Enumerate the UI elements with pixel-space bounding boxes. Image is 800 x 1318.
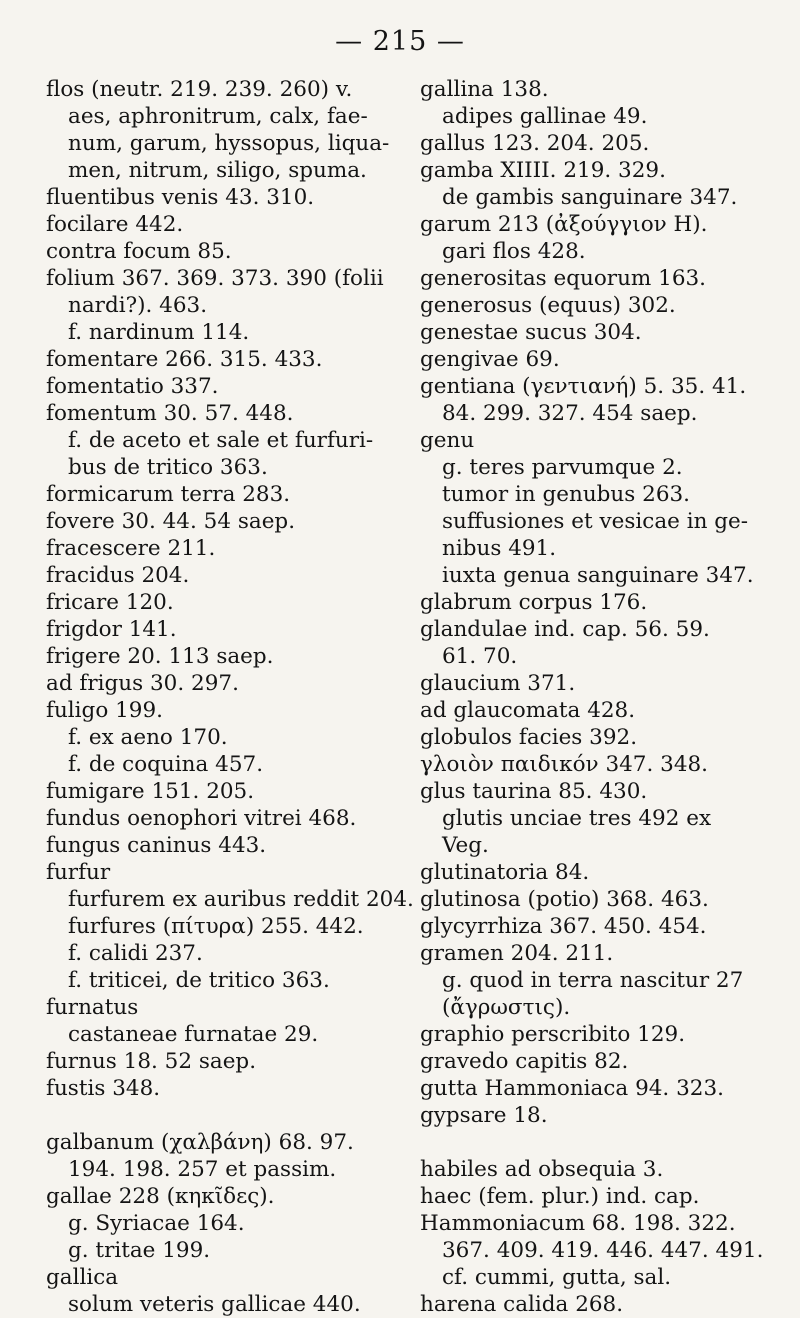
page-number: — 215 — <box>335 26 465 57</box>
index-entry: (ἄγρωστις). <box>442 995 571 1020</box>
index-entry: nardi?). 463. <box>68 293 208 318</box>
index-entry: gentiana (γεντιανή) 5. 35. 41. <box>420 374 747 399</box>
index-entry: fluentibus venis 43. 310. <box>46 185 315 210</box>
index-entry: furnus 18. 52 saep. <box>46 1049 257 1074</box>
index-entry: focilare 442. <box>46 212 184 237</box>
index-entry: iuxta genua sanguinare 347. <box>442 563 754 588</box>
index-entry: g. teres parvumque 2. <box>442 455 683 480</box>
index-entry: harena calida 268. <box>420 1292 624 1317</box>
index-entry: graphio perscribito 129. <box>420 1022 686 1047</box>
index-entry: glutis unciae tres 492 ex <box>442 806 712 831</box>
index-entry: fuligo 199. <box>46 698 163 723</box>
index-entry: formicarum terra 283. <box>46 482 291 507</box>
index-entry: gypsare 18. <box>420 1103 548 1128</box>
index-entry: 84. 299. 327. 454 saep. <box>442 401 698 426</box>
index-entry: suffusiones et vesicae in ge- <box>442 509 748 534</box>
index-entry: Veg. <box>442 833 489 858</box>
index-entry: gari flos 428. <box>442 239 586 264</box>
index-entry: fumigare 151. 205. <box>46 779 255 804</box>
index-entry: globulos facies 392. <box>420 725 638 750</box>
index-entry: frigere 20. 113 saep. <box>46 644 274 669</box>
index-entry: 367. 409. 419. 446. 447. 491. <box>442 1238 764 1263</box>
index-entry: fomentare 266. 315. 433. <box>46 347 323 372</box>
index-entry: fricare 120. <box>46 590 174 615</box>
index-entry: f. ex aeno 170. <box>68 725 228 750</box>
index-entry: furnatus <box>46 995 139 1020</box>
index-entry: f. de aceto et sale et furfuri- <box>68 428 374 453</box>
index-entry: f. triticei, de tritico 363. <box>68 968 330 993</box>
index-entry: frigdor 141. <box>46 617 177 642</box>
index-entry: folium 367. 369. 373. 390 (folii <box>46 266 384 291</box>
index-entry: 61. 70. <box>442 644 518 669</box>
index-entry: galbanum (χαλβάνη) 68. 97. <box>46 1130 354 1155</box>
index-entry: cf. cummi, gutta, sal. <box>442 1265 672 1290</box>
index-entry: 194. 198. 257 et passim. <box>68 1157 337 1182</box>
index-entry: g. quod in terra nascitur 27 <box>442 968 744 993</box>
index-entry: gallica <box>46 1265 119 1290</box>
index-entry: g. Syriacae 164. <box>68 1211 245 1236</box>
index-entry: haec (fem. plur.) ind. cap. <box>420 1184 700 1209</box>
index-entry: garum 213 (ἀξούγγιον H). <box>420 212 708 237</box>
index-entry: furfur <box>46 860 111 885</box>
section-gap <box>420 1129 790 1156</box>
index-entry: f. calidi 237. <box>68 941 203 966</box>
index-entry: ad frigus 30. 297. <box>46 671 239 696</box>
index-entry: genu <box>420 428 475 453</box>
index-entry: fomentatio 337. <box>46 374 219 399</box>
index-entry: adipes gallinae 49. <box>442 104 648 129</box>
index-entry: men, nitrum, siligo, spuma. <box>68 158 367 183</box>
index-entry: fomentum 30. 57. 448. <box>46 401 294 426</box>
index-entry: generositas equorum 163. <box>420 266 707 291</box>
index-entry: Hammoniacum 68. 198. 322. <box>420 1211 736 1236</box>
index-entry: aes, aphronitrum, calx, fae- <box>68 104 368 129</box>
index-entry: fracidus 204. <box>46 563 190 588</box>
index-entry: habiles ad obsequia 3. <box>420 1157 664 1182</box>
index-entry: gramen 204. 211. <box>420 941 614 966</box>
index-entry: furfurem ex auribus reddit 204. <box>68 887 414 912</box>
index-entry: fungus caninus 443. <box>46 833 267 858</box>
index-entry: fustis 348. <box>46 1076 161 1101</box>
index-entry: de gambis sanguinare 347. <box>442 185 738 210</box>
index-entry: fracescere 211. <box>46 536 216 561</box>
index-entry: glabrum corpus 176. <box>420 590 648 615</box>
index-entry: gravedo capitis 82. <box>420 1049 629 1074</box>
index-entry: contra focum 85. <box>46 239 232 264</box>
index-entry: gallae 228 (κηκῖδες). <box>46 1184 275 1209</box>
index-entry: fovere 30. 44. 54 saep. <box>46 509 296 534</box>
index-entry: f. de coquina 457. <box>68 752 264 777</box>
index-entry: glutinatoria 84. <box>420 860 590 885</box>
index-entry: fundus oenophori vitrei 468. <box>46 806 357 831</box>
index-entry: nibus 491. <box>442 536 557 561</box>
index-entry: furfures (πίτυρα) 255. 442. <box>68 914 364 939</box>
index-entry: genestae sucus 304. <box>420 320 642 345</box>
index-entry: glus taurina 85. 430. <box>420 779 648 804</box>
section-gap <box>46 1102 396 1129</box>
index-entry: tumor in genubus 263. <box>442 482 691 507</box>
index-entry: gamba XIIII. 219. 329. <box>420 158 666 183</box>
index-column-right <box>420 76 790 1318</box>
index-entry: gutta Hammoniaca 94. 323. <box>420 1076 724 1101</box>
index-entry: g. tritae 199. <box>68 1238 211 1263</box>
index-entry: gallina 138. <box>420 77 549 102</box>
index-entry: gallus 123. 204. 205. <box>420 131 650 156</box>
index-entry: glandulae ind. cap. 56. 59. <box>420 617 710 642</box>
index-entry: castaneae furnatae 29. <box>68 1022 319 1047</box>
index-entry: glaucium 371. <box>420 671 576 696</box>
index-entry: glutinosa (potio) 368. 463. <box>420 887 709 912</box>
index-entry: ad glaucomata 428. <box>420 698 636 723</box>
index-entry: flos (neutr. 219. 239. 260) v. <box>46 77 353 102</box>
index-column-left <box>46 76 414 1318</box>
index-entry: glycyrrhiza 367. 450. 454. <box>420 914 707 939</box>
index-entry: generosus (equus) 302. <box>420 293 676 318</box>
index-entry: f. nardinum 114. <box>68 320 250 345</box>
index-entry: num, garum, hyssopus, liqua- <box>68 131 390 156</box>
index-entry: γλοιὸν παιδικόν 347. 348. <box>420 752 709 777</box>
index-entry: bus de tritico 363. <box>68 455 268 480</box>
index-entry: solum veteris gallicae 440. <box>68 1292 361 1317</box>
index-entry: gengivae 69. <box>420 347 560 372</box>
